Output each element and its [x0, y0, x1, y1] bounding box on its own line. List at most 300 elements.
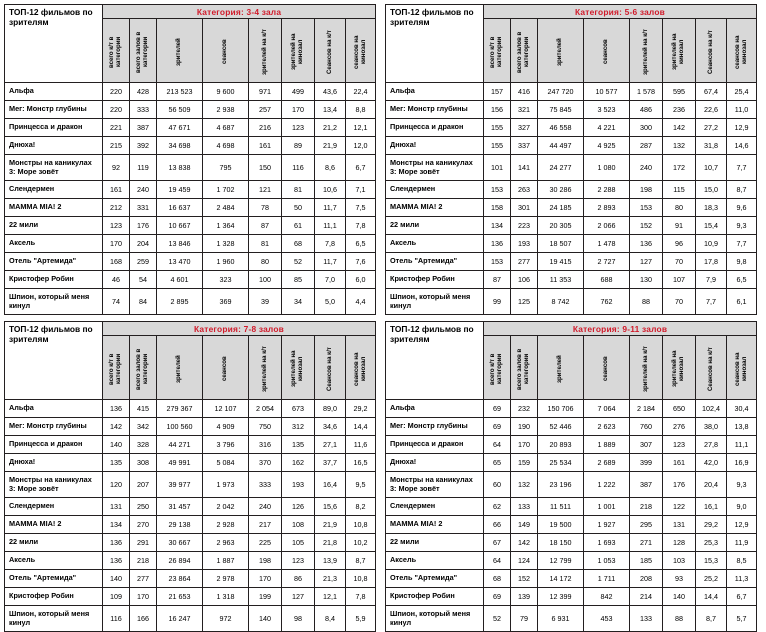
metric-cell: 323: [203, 271, 249, 289]
metric-cell: 132: [511, 472, 538, 498]
metric-cell: 300: [630, 119, 663, 137]
metric-cell: 54: [130, 271, 157, 289]
metric-cell: 19 500: [538, 516, 584, 534]
metric-cell: 126: [282, 498, 315, 516]
table-row: [386, 436, 757, 454]
metric-cell: 21,2: [315, 119, 346, 137]
metric-cell: 9,3: [727, 217, 757, 235]
metric-cell: 688: [584, 271, 630, 289]
metric-cell: 18 507: [538, 235, 584, 253]
metric-cell: 795: [203, 155, 249, 181]
table-row: [386, 534, 757, 552]
table-row: [5, 606, 376, 632]
metric-cell: 136: [103, 400, 130, 418]
film-title: Аксель: [386, 235, 484, 253]
metric-cell: 7,5: [346, 199, 376, 217]
category-title: Категория: 5-6 залов: [484, 5, 757, 19]
metric-cell: 6,5: [346, 235, 376, 253]
metric-cell: 328: [130, 436, 157, 454]
metric-cell: 38,0: [696, 418, 727, 436]
metric-cell: 8,2: [346, 498, 376, 516]
metric-cell: 176: [663, 472, 696, 498]
metric-cell: 80: [663, 199, 696, 217]
metric-cell: 152: [630, 217, 663, 235]
metric-cell: 2 928: [203, 516, 249, 534]
metric-cell: 43,6: [315, 83, 346, 101]
film-title: Днюха!: [386, 454, 484, 472]
metric-cell: 21 653: [157, 588, 203, 606]
metric-cell: 65: [484, 454, 511, 472]
category-block-9-11: [385, 321, 756, 632]
metric-cell: 2 978: [203, 570, 249, 588]
metric-cell: 19 415: [538, 253, 584, 271]
metric-cell: 121: [249, 181, 282, 199]
film-title: Кристофер Робин: [5, 271, 103, 289]
metric-cell: 131: [103, 498, 130, 516]
metric-cell: 142: [663, 119, 696, 137]
metric-cell: 279 367: [157, 400, 203, 418]
metric-cell: 236: [663, 101, 696, 119]
metric-cell: 15,6: [315, 498, 346, 516]
metric-cell: 1 080: [584, 155, 630, 181]
metric-cell: 19 459: [157, 181, 203, 199]
metric-cell: 10,6: [315, 181, 346, 199]
metric-cell: 1 364: [203, 217, 249, 235]
film-title: Монстры на каникулах 3: Море зовёт: [5, 155, 103, 181]
col-header-4: зрителей на к/т: [630, 336, 663, 400]
metric-cell: 100 560: [157, 418, 203, 436]
metric-cell: 66: [484, 516, 511, 534]
table-row: [386, 199, 757, 217]
metric-cell: 25,2: [696, 570, 727, 588]
table-row: [5, 534, 376, 552]
col-header-6: Сеансов на к/т: [696, 336, 727, 400]
table-row: [5, 253, 376, 271]
film-title: Шпион, который меня кинул: [5, 289, 103, 315]
table-row: [386, 516, 757, 534]
col-header-0: всего к/т в категории: [484, 336, 511, 400]
metric-cell: 16 247: [157, 606, 203, 632]
metric-cell: 161: [663, 454, 696, 472]
metric-cell: 170: [130, 588, 157, 606]
metric-cell: 221: [103, 119, 130, 137]
metric-cell: 673: [282, 400, 315, 418]
metric-cell: 193: [511, 235, 538, 253]
metric-cell: 64: [484, 436, 511, 454]
film-title: Слендермен: [386, 181, 484, 199]
film-title: Принцесса и дракон: [386, 119, 484, 137]
table-row: [5, 400, 376, 418]
category-block-7-8: [4, 321, 375, 632]
metric-cell: 155: [484, 119, 511, 137]
metric-cell: 12,9: [727, 516, 757, 534]
metric-cell: 61: [282, 217, 315, 235]
metric-cell: 106: [511, 271, 538, 289]
metric-cell: 10,8: [346, 516, 376, 534]
metric-cell: 15,0: [696, 181, 727, 199]
table-row: [386, 119, 757, 137]
film-title: Мег: Монстр глубины: [386, 101, 484, 119]
metric-cell: 80: [249, 253, 282, 271]
metric-cell: 15,4: [696, 217, 727, 235]
metric-cell: 2 895: [157, 289, 203, 315]
corner-title: ТОП-12 фильмов по зрителям: [5, 5, 103, 83]
table-row: [5, 217, 376, 235]
metric-cell: 11 511: [538, 498, 584, 516]
film-title: Отель "Артемида": [5, 570, 103, 588]
metric-cell: 1 318: [203, 588, 249, 606]
metric-cell: 7,0: [315, 271, 346, 289]
metric-cell: 218: [630, 498, 663, 516]
table-row: [386, 101, 757, 119]
metric-cell: 307: [630, 436, 663, 454]
metric-cell: 170: [511, 436, 538, 454]
metric-cell: 62: [484, 498, 511, 516]
metric-cell: 136: [630, 235, 663, 253]
metric-cell: 89: [282, 137, 315, 155]
metric-cell: 5,7: [727, 606, 757, 632]
metric-cell: 240: [630, 155, 663, 181]
metric-cell: 30 667: [157, 534, 203, 552]
metric-cell: 133: [511, 498, 538, 516]
metric-cell: 44 271: [157, 436, 203, 454]
metric-cell: 123: [282, 119, 315, 137]
film-title: 22 мили: [386, 534, 484, 552]
metric-cell: 11,0: [727, 101, 757, 119]
metric-cell: 308: [130, 454, 157, 472]
metric-cell: 9,3: [727, 472, 757, 498]
metric-cell: 69: [484, 400, 511, 418]
metric-cell: 24 185: [538, 199, 584, 217]
col-header-5: зрителей на кинозал: [282, 336, 315, 400]
film-title: Монстры на каникулах 3: Море зовёт: [386, 155, 484, 181]
metric-cell: 321: [511, 101, 538, 119]
metric-cell: 158: [484, 199, 511, 217]
metric-cell: 220: [103, 101, 130, 119]
metric-cell: 89,0: [315, 400, 346, 418]
col-header-5: зрителей на кинозал: [282, 19, 315, 83]
metric-cell: 7,7: [696, 289, 727, 315]
metric-cell: 70: [663, 253, 696, 271]
metric-cell: 291: [130, 534, 157, 552]
metric-cell: 8,8: [346, 101, 376, 119]
metric-cell: 190: [511, 418, 538, 436]
metric-cell: 44 497: [538, 137, 584, 155]
metric-cell: 333: [130, 101, 157, 119]
metric-cell: 140: [663, 588, 696, 606]
metric-cell: 208: [630, 570, 663, 588]
metric-cell: 2 689: [584, 454, 630, 472]
metric-cell: 116: [282, 155, 315, 181]
metric-cell: 9 600: [203, 83, 249, 101]
metric-cell: 39: [249, 289, 282, 315]
metric-cell: 10 667: [157, 217, 203, 235]
metric-cell: 263: [511, 181, 538, 199]
metric-cell: 2 288: [584, 181, 630, 199]
metric-cell: 9,6: [727, 199, 757, 217]
metric-cell: 142: [511, 534, 538, 552]
col-header-7: сеансов на кинозал: [346, 19, 376, 83]
metric-cell: 37,7: [315, 454, 346, 472]
col-header-3: сеансов: [584, 19, 630, 83]
category-title: Категория: 9-11 залов: [484, 322, 757, 336]
metric-cell: 124: [511, 552, 538, 570]
metric-cell: 142: [103, 418, 130, 436]
film-title: Шпион, который меня кинул: [386, 606, 484, 632]
col-header-2: зрителей: [538, 19, 584, 83]
metric-cell: 207: [130, 472, 157, 498]
metric-cell: 6 931: [538, 606, 584, 632]
metric-cell: 4 687: [203, 119, 249, 137]
table-row: [386, 552, 757, 570]
metric-cell: 11 353: [538, 271, 584, 289]
metric-cell: 972: [203, 606, 249, 632]
table-row: [386, 83, 757, 101]
film-title: Аксель: [386, 552, 484, 570]
metric-cell: 170: [103, 235, 130, 253]
table-row: [5, 570, 376, 588]
metric-cell: 10,9: [696, 235, 727, 253]
category-title: Категория: 3-4 зала: [103, 5, 376, 19]
metric-cell: 22,6: [696, 101, 727, 119]
metric-cell: 257: [249, 101, 282, 119]
metric-cell: 1 578: [630, 83, 663, 101]
metric-cell: 87: [249, 217, 282, 235]
metric-cell: 81: [282, 181, 315, 199]
col-header-1: всего залов в категории: [130, 336, 157, 400]
table-row: [386, 217, 757, 235]
metric-cell: 70: [663, 289, 696, 315]
metric-cell: 12,1: [315, 588, 346, 606]
metric-cell: 11,6: [346, 436, 376, 454]
metric-cell: 31 457: [157, 498, 203, 516]
metric-cell: 312: [282, 418, 315, 436]
metric-cell: 84: [130, 289, 157, 315]
metric-cell: 136: [103, 534, 130, 552]
metric-cell: 10,7: [696, 155, 727, 181]
metric-cell: 287: [630, 137, 663, 155]
metric-cell: 159: [511, 454, 538, 472]
metric-cell: 416: [511, 83, 538, 101]
metric-cell: 176: [130, 217, 157, 235]
metric-cell: 9,5: [346, 472, 376, 498]
metric-cell: 198: [249, 552, 282, 570]
metric-cell: 29,2: [696, 516, 727, 534]
metric-cell: 11,7: [315, 253, 346, 271]
metric-cell: 217: [249, 516, 282, 534]
metric-cell: 153: [630, 199, 663, 217]
metric-cell: 13 838: [157, 155, 203, 181]
metric-cell: 20 305: [538, 217, 584, 235]
metric-cell: 12,9: [727, 119, 757, 137]
metric-cell: 215: [103, 137, 130, 155]
metric-cell: 27,2: [696, 119, 727, 137]
metric-cell: 127: [630, 253, 663, 271]
metric-cell: 134: [103, 516, 130, 534]
metric-cell: 152: [511, 570, 538, 588]
metric-cell: 10,2: [346, 534, 376, 552]
metric-cell: 750: [249, 418, 282, 436]
metric-cell: 331: [130, 199, 157, 217]
table-row: [5, 199, 376, 217]
metric-cell: 47 671: [157, 119, 203, 137]
metric-cell: 23 864: [157, 570, 203, 588]
metric-cell: 22,4: [346, 83, 376, 101]
metric-cell: 1 222: [584, 472, 630, 498]
metric-cell: 212: [103, 199, 130, 217]
col-header-5: зрителей на кинозал: [663, 336, 696, 400]
metric-cell: 8,7: [727, 181, 757, 199]
metric-cell: 116: [103, 606, 130, 632]
metric-cell: 92: [103, 155, 130, 181]
corner-title: ТОП-12 фильмов по зрителям: [386, 322, 484, 400]
metric-cell: 140: [103, 570, 130, 588]
film-title: Альфа: [386, 400, 484, 418]
metric-cell: 25,3: [696, 534, 727, 552]
metric-cell: 842: [584, 588, 630, 606]
metric-cell: 16,9: [727, 454, 757, 472]
metric-cell: 132: [663, 137, 696, 155]
metric-cell: 271: [630, 534, 663, 552]
metric-cell: 213 523: [157, 83, 203, 101]
metric-cell: 87: [484, 271, 511, 289]
metric-cell: 131: [663, 516, 696, 534]
metric-cell: 8,4: [315, 606, 346, 632]
table-row: [386, 570, 757, 588]
film-title: MAMMA MIA! 2: [5, 199, 103, 217]
col-header-2: зрителей: [157, 336, 203, 400]
film-title: Днюха!: [5, 137, 103, 155]
film-title: Днюха!: [386, 137, 484, 155]
metric-cell: 333: [249, 472, 282, 498]
metric-cell: 7,7: [727, 235, 757, 253]
metric-cell: 240: [130, 181, 157, 199]
table-row: [5, 454, 376, 472]
metric-cell: 161: [103, 181, 130, 199]
col-header-5: зрителей на кинозал: [663, 19, 696, 83]
metric-cell: 2 042: [203, 498, 249, 516]
metric-cell: 39 977: [157, 472, 203, 498]
film-title: MAMMA MIA! 2: [5, 516, 103, 534]
metric-cell: 223: [511, 217, 538, 235]
table-row: [5, 271, 376, 289]
metric-cell: 198: [630, 181, 663, 199]
metric-cell: 2 963: [203, 534, 249, 552]
metric-cell: 130: [630, 271, 663, 289]
metric-cell: 115: [663, 181, 696, 199]
metric-cell: 9,0: [727, 498, 757, 516]
metric-cell: 240: [249, 498, 282, 516]
metric-cell: 762: [584, 289, 630, 315]
metric-cell: 7,7: [727, 155, 757, 181]
metric-cell: 8,5: [727, 552, 757, 570]
metric-cell: 81: [249, 235, 282, 253]
metric-cell: 141: [511, 155, 538, 181]
metric-cell: 415: [130, 400, 157, 418]
metric-cell: 30 286: [538, 181, 584, 199]
table-body: [386, 83, 757, 315]
film-title: MAMMA MIA! 2: [386, 199, 484, 217]
table-row: [386, 588, 757, 606]
table-row: [386, 235, 757, 253]
metric-cell: 34,6: [315, 418, 346, 436]
metric-cell: 123: [282, 552, 315, 570]
metric-cell: 46: [103, 271, 130, 289]
metric-cell: 214: [630, 588, 663, 606]
metric-cell: 7,8: [346, 588, 376, 606]
metric-cell: 14 172: [538, 570, 584, 588]
metric-cell: 2 623: [584, 418, 630, 436]
metric-cell: 93: [663, 570, 696, 588]
metric-cell: 1 053: [584, 552, 630, 570]
metric-cell: 3 796: [203, 436, 249, 454]
metric-cell: 128: [663, 534, 696, 552]
metric-cell: 29,2: [346, 400, 376, 418]
col-header-1: всего залов в категории: [511, 19, 538, 83]
table-row: [5, 289, 376, 315]
film-title: Отель "Артемида": [386, 570, 484, 588]
film-title: Аксель: [5, 235, 103, 253]
film-title: Мег: Монстр глубины: [5, 418, 103, 436]
metric-cell: 6,5: [727, 271, 757, 289]
metric-cell: 46 558: [538, 119, 584, 137]
metric-cell: 21,9: [315, 137, 346, 155]
metric-cell: 7,1: [346, 181, 376, 199]
metric-cell: 74: [103, 289, 130, 315]
metric-cell: 12 799: [538, 552, 584, 570]
metric-cell: 4,4: [346, 289, 376, 315]
metric-cell: 123: [103, 217, 130, 235]
metric-cell: 50: [282, 199, 315, 217]
metric-cell: 2 893: [584, 199, 630, 217]
metric-cell: 16,4: [315, 472, 346, 498]
metric-cell: 52: [282, 253, 315, 271]
metric-cell: 428: [130, 83, 157, 101]
category-block-3-4: [4, 4, 375, 315]
metric-cell: 34 698: [157, 137, 203, 155]
table-row: [5, 119, 376, 137]
metric-cell: 67,4: [696, 83, 727, 101]
film-title: Слендермен: [5, 181, 103, 199]
metric-cell: 125: [511, 289, 538, 315]
metric-cell: 21,8: [315, 534, 346, 552]
metric-cell: 172: [663, 155, 696, 181]
metric-cell: 120: [103, 472, 130, 498]
metric-cell: 100: [249, 271, 282, 289]
metric-cell: 259: [130, 253, 157, 271]
metric-cell: 161: [249, 137, 282, 155]
corner-title: ТОП-12 фильмов по зрителям: [386, 5, 484, 83]
metric-cell: 127: [282, 588, 315, 606]
metric-cell: 42,0: [696, 454, 727, 472]
table-row: [386, 271, 757, 289]
metric-cell: 193: [282, 472, 315, 498]
metric-cell: 13,4: [315, 101, 346, 119]
metric-cell: 7,9: [696, 271, 727, 289]
corner-title: ТОП-12 фильмов по зрителям: [5, 322, 103, 400]
metric-cell: 595: [663, 83, 696, 101]
metric-cell: 7 064: [584, 400, 630, 418]
col-header-0: всего к/т в категории: [103, 336, 130, 400]
metric-cell: 6,1: [727, 289, 757, 315]
metric-cell: 123: [663, 436, 696, 454]
metric-cell: 10,8: [346, 570, 376, 588]
table-row: [5, 418, 376, 436]
metric-cell: 12,0: [346, 137, 376, 155]
metric-cell: 136: [103, 552, 130, 570]
metric-cell: 316: [249, 436, 282, 454]
metric-cell: 68: [484, 570, 511, 588]
